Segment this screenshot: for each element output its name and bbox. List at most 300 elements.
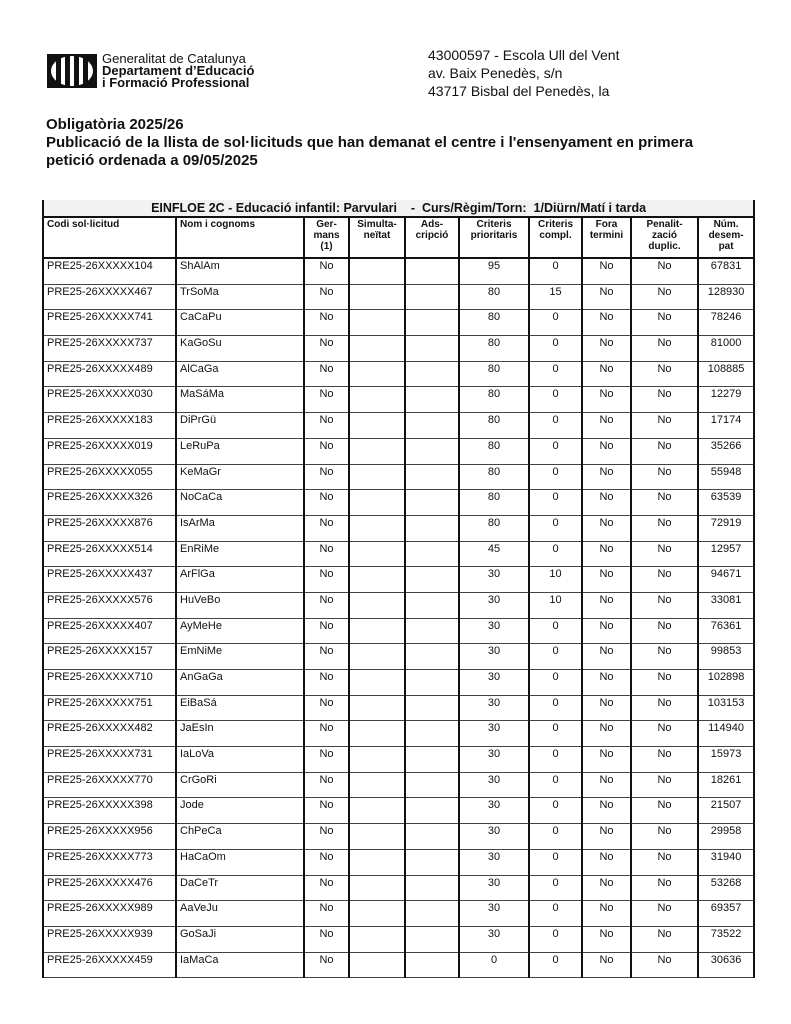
cell-adscripcio — [405, 490, 459, 516]
cell-criteris-prioritaris: 30 — [459, 618, 529, 644]
cell-penalitzacio: No — [631, 567, 698, 593]
cell-germans: No — [304, 772, 349, 798]
cell-codi: PRE25-26XXXXX183 — [43, 413, 176, 439]
cell-germans: No — [304, 541, 349, 567]
cell-adscripcio — [405, 413, 459, 439]
cell-germans: No — [304, 284, 349, 310]
col-header-fora-termini: Fora termini — [582, 217, 631, 258]
cell-criteris-prioritaris: 80 — [459, 515, 529, 541]
cell-fora-termini: No — [582, 541, 631, 567]
cell-adscripcio — [405, 336, 459, 362]
cell-adscripcio — [405, 772, 459, 798]
document-title — [46, 116, 766, 170]
cell-simultaneitat — [349, 336, 405, 362]
school-street: av. Baix Penedès, s/n — [428, 65, 563, 81]
brand-line-3: i Formació Professional — [102, 75, 250, 90]
cell-codi: PRE25-26XXXXX055 — [43, 464, 176, 490]
cell-criteris-prioritaris: 30 — [459, 592, 529, 618]
cell-germans: No — [304, 413, 349, 439]
cell-criteris-compl: 10 — [529, 592, 582, 618]
cell-criteris-compl: 0 — [529, 849, 582, 875]
table-row — [43, 644, 754, 670]
cell-nom: Jode — [176, 798, 304, 824]
cell-criteris-compl: 0 — [529, 618, 582, 644]
cell-fora-termini: No — [582, 901, 631, 927]
cell-fora-termini: No — [582, 413, 631, 439]
cell-num-desempat: 30636 — [698, 952, 754, 978]
table-row — [43, 464, 754, 490]
cell-fora-termini: No — [582, 644, 631, 670]
cell-codi: PRE25-26XXXXX956 — [43, 824, 176, 850]
cell-criteris-prioritaris: 30 — [459, 824, 529, 850]
table-row — [43, 849, 754, 875]
school-name: 43000597 - Escola Ull del Vent — [428, 47, 620, 63]
cell-fora-termini: No — [582, 387, 631, 413]
cell-num-desempat: 102898 — [698, 670, 754, 696]
cell-num-desempat: 33081 — [698, 592, 754, 618]
table-row — [43, 824, 754, 850]
cell-adscripcio — [405, 361, 459, 387]
cell-codi: PRE25-26XXXXX770 — [43, 772, 176, 798]
cell-germans: No — [304, 824, 349, 850]
cell-penalitzacio: No — [631, 618, 698, 644]
cell-num-desempat: 108885 — [698, 361, 754, 387]
cell-penalitzacio: No — [631, 592, 698, 618]
cell-codi: PRE25-26XXXXX482 — [43, 721, 176, 747]
col-header-simultaneitat: Simulta- neïtat — [349, 217, 405, 258]
table-row — [43, 592, 754, 618]
table-row — [43, 413, 754, 439]
cell-germans: No — [304, 926, 349, 952]
cell-num-desempat: 103153 — [698, 695, 754, 721]
cell-num-desempat: 76361 — [698, 618, 754, 644]
cell-penalitzacio: No — [631, 901, 698, 927]
cell-adscripcio — [405, 515, 459, 541]
cell-simultaneitat — [349, 592, 405, 618]
cell-num-desempat: 81000 — [698, 336, 754, 362]
cell-adscripcio — [405, 824, 459, 850]
cell-fora-termini: No — [582, 747, 631, 773]
cell-criteris-compl: 0 — [529, 464, 582, 490]
cell-codi: PRE25-26XXXXX876 — [43, 515, 176, 541]
table-row — [43, 721, 754, 747]
cell-nom: TrSoMa — [176, 284, 304, 310]
cell-criteris-prioritaris: 80 — [459, 361, 529, 387]
cell-codi: PRE25-26XXXXX030 — [43, 387, 176, 413]
cell-adscripcio — [405, 618, 459, 644]
cell-criteris-compl: 0 — [529, 875, 582, 901]
cell-simultaneitat — [349, 952, 405, 978]
cell-criteris-compl: 0 — [529, 258, 582, 284]
cell-simultaneitat — [349, 670, 405, 696]
table-row — [43, 567, 754, 593]
cell-adscripcio — [405, 747, 459, 773]
col-header-criteris-compl: Criteris compl. — [529, 217, 582, 258]
cell-simultaneitat — [349, 310, 405, 336]
cell-fora-termini: No — [582, 926, 631, 952]
cell-penalitzacio: No — [631, 413, 698, 439]
cell-adscripcio — [405, 952, 459, 978]
cell-adscripcio — [405, 258, 459, 284]
table-row — [43, 361, 754, 387]
cell-criteris-prioritaris: 30 — [459, 644, 529, 670]
cell-fora-termini: No — [582, 258, 631, 284]
cell-nom: IaMaCa — [176, 952, 304, 978]
cell-penalitzacio: No — [631, 361, 698, 387]
cell-criteris-compl: 0 — [529, 824, 582, 850]
table-row — [43, 875, 754, 901]
cell-fora-termini: No — [582, 849, 631, 875]
table-row — [43, 336, 754, 362]
cell-nom: IaLoVa — [176, 747, 304, 773]
cell-num-desempat: 99853 — [698, 644, 754, 670]
cell-simultaneitat — [349, 618, 405, 644]
cell-num-desempat: 29958 — [698, 824, 754, 850]
col-header-num-desempat: Núm. desem- pat — [698, 217, 754, 258]
cell-fora-termini: No — [582, 670, 631, 696]
cell-criteris-prioritaris: 30 — [459, 875, 529, 901]
cell-num-desempat: 69357 — [698, 901, 754, 927]
cell-penalitzacio: No — [631, 721, 698, 747]
cell-simultaneitat — [349, 258, 405, 284]
cell-penalitzacio: No — [631, 438, 698, 464]
cell-simultaneitat — [349, 438, 405, 464]
cell-fora-termini: No — [582, 438, 631, 464]
table-header-row — [43, 217, 754, 258]
cell-codi: PRE25-26XXXXX576 — [43, 592, 176, 618]
cell-germans: No — [304, 567, 349, 593]
cell-penalitzacio: No — [631, 798, 698, 824]
cell-num-desempat: 31940 — [698, 849, 754, 875]
cell-criteris-prioritaris: 30 — [459, 721, 529, 747]
cell-num-desempat: 35266 — [698, 438, 754, 464]
cell-adscripcio — [405, 387, 459, 413]
cell-germans: No — [304, 258, 349, 284]
cell-criteris-prioritaris: 80 — [459, 387, 529, 413]
table-row — [43, 926, 754, 952]
cell-germans: No — [304, 875, 349, 901]
cell-criteris-prioritaris: 30 — [459, 670, 529, 696]
table-row — [43, 541, 754, 567]
cell-fora-termini: No — [582, 618, 631, 644]
col-header-criteris-prioritaris: Criteris prioritaris — [459, 217, 529, 258]
cell-adscripcio — [405, 644, 459, 670]
cell-num-desempat: 72919 — [698, 515, 754, 541]
cell-criteris-prioritaris: 0 — [459, 952, 529, 978]
cell-germans: No — [304, 721, 349, 747]
cell-criteris-compl: 0 — [529, 798, 582, 824]
cell-num-desempat: 55948 — [698, 464, 754, 490]
cell-nom: ChPeCa — [176, 824, 304, 850]
cell-criteris-prioritaris: 80 — [459, 438, 529, 464]
cell-penalitzacio: No — [631, 926, 698, 952]
cell-simultaneitat — [349, 721, 405, 747]
cell-germans: No — [304, 438, 349, 464]
cell-criteris-prioritaris: 30 — [459, 926, 529, 952]
cell-codi: PRE25-26XXXXX989 — [43, 901, 176, 927]
cell-criteris-compl: 0 — [529, 926, 582, 952]
cell-germans: No — [304, 952, 349, 978]
cell-simultaneitat — [349, 747, 405, 773]
cell-fora-termini: No — [582, 310, 631, 336]
col-header-adscripcio: Ads- cripció — [405, 217, 459, 258]
cell-germans: No — [304, 798, 349, 824]
table-row — [43, 618, 754, 644]
cell-codi: PRE25-26XXXXX489 — [43, 361, 176, 387]
cell-codi: PRE25-26XXXXX407 — [43, 618, 176, 644]
table-caption: EINFLOE 2C - Educació infantil: Parvulari - Curs/Règim/Torn: 1/Diürn/Matí i tarda — [43, 200, 754, 217]
cell-penalitzacio: No — [631, 258, 698, 284]
cell-codi: PRE25-26XXXXX019 — [43, 438, 176, 464]
cell-simultaneitat — [349, 413, 405, 439]
cell-adscripcio — [405, 567, 459, 593]
cell-num-desempat: 114940 — [698, 721, 754, 747]
cell-penalitzacio: No — [631, 824, 698, 850]
cell-penalitzacio: No — [631, 464, 698, 490]
cell-penalitzacio: No — [631, 284, 698, 310]
cell-nom: AaVeJu — [176, 901, 304, 927]
cell-nom: AlCaGa — [176, 361, 304, 387]
cell-nom: EnRiMe — [176, 541, 304, 567]
cell-codi: PRE25-26XXXXX751 — [43, 695, 176, 721]
cell-fora-termini: No — [582, 592, 631, 618]
cell-criteris-prioritaris: 80 — [459, 490, 529, 516]
cell-nom: DaCeTr — [176, 875, 304, 901]
cell-nom: AyMeHe — [176, 618, 304, 644]
cell-adscripcio — [405, 721, 459, 747]
cell-penalitzacio: No — [631, 849, 698, 875]
cell-penalitzacio: No — [631, 747, 698, 773]
cell-codi: PRE25-26XXXXX731 — [43, 747, 176, 773]
cell-criteris-prioritaris: 80 — [459, 336, 529, 362]
cell-adscripcio — [405, 284, 459, 310]
cell-num-desempat: 63539 — [698, 490, 754, 516]
table-row — [43, 258, 754, 284]
cell-criteris-compl: 0 — [529, 515, 582, 541]
cell-nom: HuVeBo — [176, 592, 304, 618]
cell-nom: CaCaPu — [176, 310, 304, 336]
cell-simultaneitat — [349, 695, 405, 721]
cell-criteris-prioritaris: 30 — [459, 798, 529, 824]
cell-germans: No — [304, 490, 349, 516]
cell-adscripcio — [405, 901, 459, 927]
cell-codi: PRE25-26XXXXX514 — [43, 541, 176, 567]
cell-fora-termini: No — [582, 824, 631, 850]
cell-germans: No — [304, 336, 349, 362]
cell-germans: No — [304, 387, 349, 413]
cell-penalitzacio: No — [631, 310, 698, 336]
cell-nom: NoCaCa — [176, 490, 304, 516]
cell-fora-termini: No — [582, 336, 631, 362]
table-row — [43, 798, 754, 824]
cell-num-desempat: 17174 — [698, 413, 754, 439]
cell-germans: No — [304, 695, 349, 721]
cell-criteris-prioritaris: 80 — [459, 284, 529, 310]
cell-fora-termini: No — [582, 695, 631, 721]
cell-penalitzacio: No — [631, 387, 698, 413]
cell-fora-termini: No — [582, 721, 631, 747]
cell-nom: AnGaGa — [176, 670, 304, 696]
applications-table — [42, 200, 755, 978]
cell-num-desempat: 53268 — [698, 875, 754, 901]
cell-codi: PRE25-26XXXXX157 — [43, 644, 176, 670]
cell-nom: ShAlAm — [176, 258, 304, 284]
cell-germans: No — [304, 361, 349, 387]
cell-num-desempat: 94671 — [698, 567, 754, 593]
col-header-codi: Codi sol·licitud — [43, 217, 176, 258]
cell-codi: PRE25-26XXXXX476 — [43, 875, 176, 901]
cell-simultaneitat — [349, 901, 405, 927]
cell-criteris-compl: 0 — [529, 413, 582, 439]
cell-criteris-compl: 0 — [529, 772, 582, 798]
cell-criteris-compl: 0 — [529, 901, 582, 927]
brand-line-2: Departament d’Educació — [102, 63, 255, 78]
cell-nom: CrGoRi — [176, 772, 304, 798]
cell-fora-termini: No — [582, 361, 631, 387]
cell-adscripcio — [405, 310, 459, 336]
cell-nom: ArFlGa — [176, 567, 304, 593]
cell-criteris-compl: 0 — [529, 695, 582, 721]
cell-adscripcio — [405, 875, 459, 901]
school-city: 43717 Bisbal del Penedès, la — [428, 83, 610, 99]
cell-adscripcio — [405, 438, 459, 464]
cell-fora-termini: No — [582, 798, 631, 824]
cell-criteris-compl: 0 — [529, 670, 582, 696]
cell-germans: No — [304, 618, 349, 644]
cell-nom: GoSaJi — [176, 926, 304, 952]
cell-criteris-compl: 0 — [529, 644, 582, 670]
cell-num-desempat: 21507 — [698, 798, 754, 824]
cell-criteris-prioritaris: 45 — [459, 541, 529, 567]
cell-adscripcio — [405, 849, 459, 875]
table-row — [43, 670, 754, 696]
brand-line-1: Generalitat de Catalunya — [102, 51, 246, 66]
cell-fora-termini: No — [582, 464, 631, 490]
cell-nom: EiBaSá — [176, 695, 304, 721]
cell-germans: No — [304, 644, 349, 670]
cell-fora-termini: No — [582, 875, 631, 901]
table-row — [43, 490, 754, 516]
school-address — [428, 46, 619, 100]
cell-fora-termini: No — [582, 567, 631, 593]
cell-germans: No — [304, 747, 349, 773]
cell-adscripcio — [405, 464, 459, 490]
cell-germans: No — [304, 515, 349, 541]
cell-criteris-compl: 0 — [529, 952, 582, 978]
cell-criteris-compl: 0 — [529, 387, 582, 413]
cell-simultaneitat — [349, 824, 405, 850]
table-row — [43, 310, 754, 336]
cell-nom: KaGoSu — [176, 336, 304, 362]
cell-codi: PRE25-26XXXXX459 — [43, 952, 176, 978]
cell-germans: No — [304, 310, 349, 336]
table-row — [43, 747, 754, 773]
cell-fora-termini: No — [582, 490, 631, 516]
cell-fora-termini: No — [582, 952, 631, 978]
cell-codi: PRE25-26XXXXX467 — [43, 284, 176, 310]
cell-nom: IsArMa — [176, 515, 304, 541]
cell-adscripcio — [405, 592, 459, 618]
cell-penalitzacio: No — [631, 644, 698, 670]
cell-codi: PRE25-26XXXXX326 — [43, 490, 176, 516]
cell-simultaneitat — [349, 541, 405, 567]
cell-simultaneitat — [349, 849, 405, 875]
cell-nom: JaEsIn — [176, 721, 304, 747]
cell-adscripcio — [405, 798, 459, 824]
cell-criteris-prioritaris: 80 — [459, 310, 529, 336]
cell-criteris-compl: 0 — [529, 747, 582, 773]
cell-criteris-prioritaris: 80 — [459, 464, 529, 490]
table-row — [43, 284, 754, 310]
cell-germans: No — [304, 849, 349, 875]
cell-num-desempat: 18261 — [698, 772, 754, 798]
cell-penalitzacio: No — [631, 772, 698, 798]
cell-criteris-prioritaris: 30 — [459, 849, 529, 875]
cell-simultaneitat — [349, 284, 405, 310]
cell-codi: PRE25-26XXXXX737 — [43, 336, 176, 362]
cell-codi: PRE25-26XXXXX939 — [43, 926, 176, 952]
cell-codi: PRE25-26XXXXX741 — [43, 310, 176, 336]
cell-num-desempat: 78246 — [698, 310, 754, 336]
col-header-germans: Ger- mans (1) — [304, 217, 349, 258]
cell-num-desempat: 67831 — [698, 258, 754, 284]
cell-criteris-prioritaris: 95 — [459, 258, 529, 284]
cell-codi: PRE25-26XXXXX104 — [43, 258, 176, 284]
cell-penalitzacio: No — [631, 490, 698, 516]
cell-adscripcio — [405, 695, 459, 721]
cell-criteris-prioritaris: 30 — [459, 695, 529, 721]
cell-criteris-compl: 0 — [529, 361, 582, 387]
cell-nom: LeRuPa — [176, 438, 304, 464]
cell-penalitzacio: No — [631, 336, 698, 362]
cell-germans: No — [304, 670, 349, 696]
title-line-2: Publicació de la llista de sol·licituds que han demanat el centre i l'ensenyament en primera — [46, 134, 694, 151]
cell-num-desempat: 128930 — [698, 284, 754, 310]
cell-adscripcio — [405, 670, 459, 696]
cell-nom: MaSáMa — [176, 387, 304, 413]
cell-criteris-compl: 0 — [529, 721, 582, 747]
cell-num-desempat: 73522 — [698, 926, 754, 952]
col-header-nom: Nom i cognoms — [176, 217, 304, 258]
cell-codi: PRE25-26XXXXX773 — [43, 849, 176, 875]
table-row — [43, 952, 754, 978]
cell-codi: PRE25-26XXXXX398 — [43, 798, 176, 824]
cell-adscripcio — [405, 926, 459, 952]
department-brand — [102, 53, 254, 89]
cell-simultaneitat — [349, 464, 405, 490]
cell-criteris-prioritaris: 30 — [459, 747, 529, 773]
cell-criteris-compl: 0 — [529, 490, 582, 516]
cell-criteris-compl: 0 — [529, 336, 582, 362]
cell-penalitzacio: No — [631, 952, 698, 978]
cell-simultaneitat — [349, 361, 405, 387]
table-row — [43, 387, 754, 413]
cell-simultaneitat — [349, 490, 405, 516]
cell-nom: DiPrGü — [176, 413, 304, 439]
table-row — [43, 772, 754, 798]
cell-germans: No — [304, 592, 349, 618]
cell-criteris-compl: 15 — [529, 284, 582, 310]
cell-simultaneitat — [349, 515, 405, 541]
cell-criteris-prioritaris: 30 — [459, 567, 529, 593]
cell-simultaneitat — [349, 875, 405, 901]
cell-penalitzacio: No — [631, 875, 698, 901]
cell-criteris-prioritaris: 30 — [459, 901, 529, 927]
cell-germans: No — [304, 901, 349, 927]
cell-adscripcio — [405, 541, 459, 567]
cell-fora-termini: No — [582, 772, 631, 798]
title-line-1: Obligatòria 2025/26 — [46, 116, 184, 133]
